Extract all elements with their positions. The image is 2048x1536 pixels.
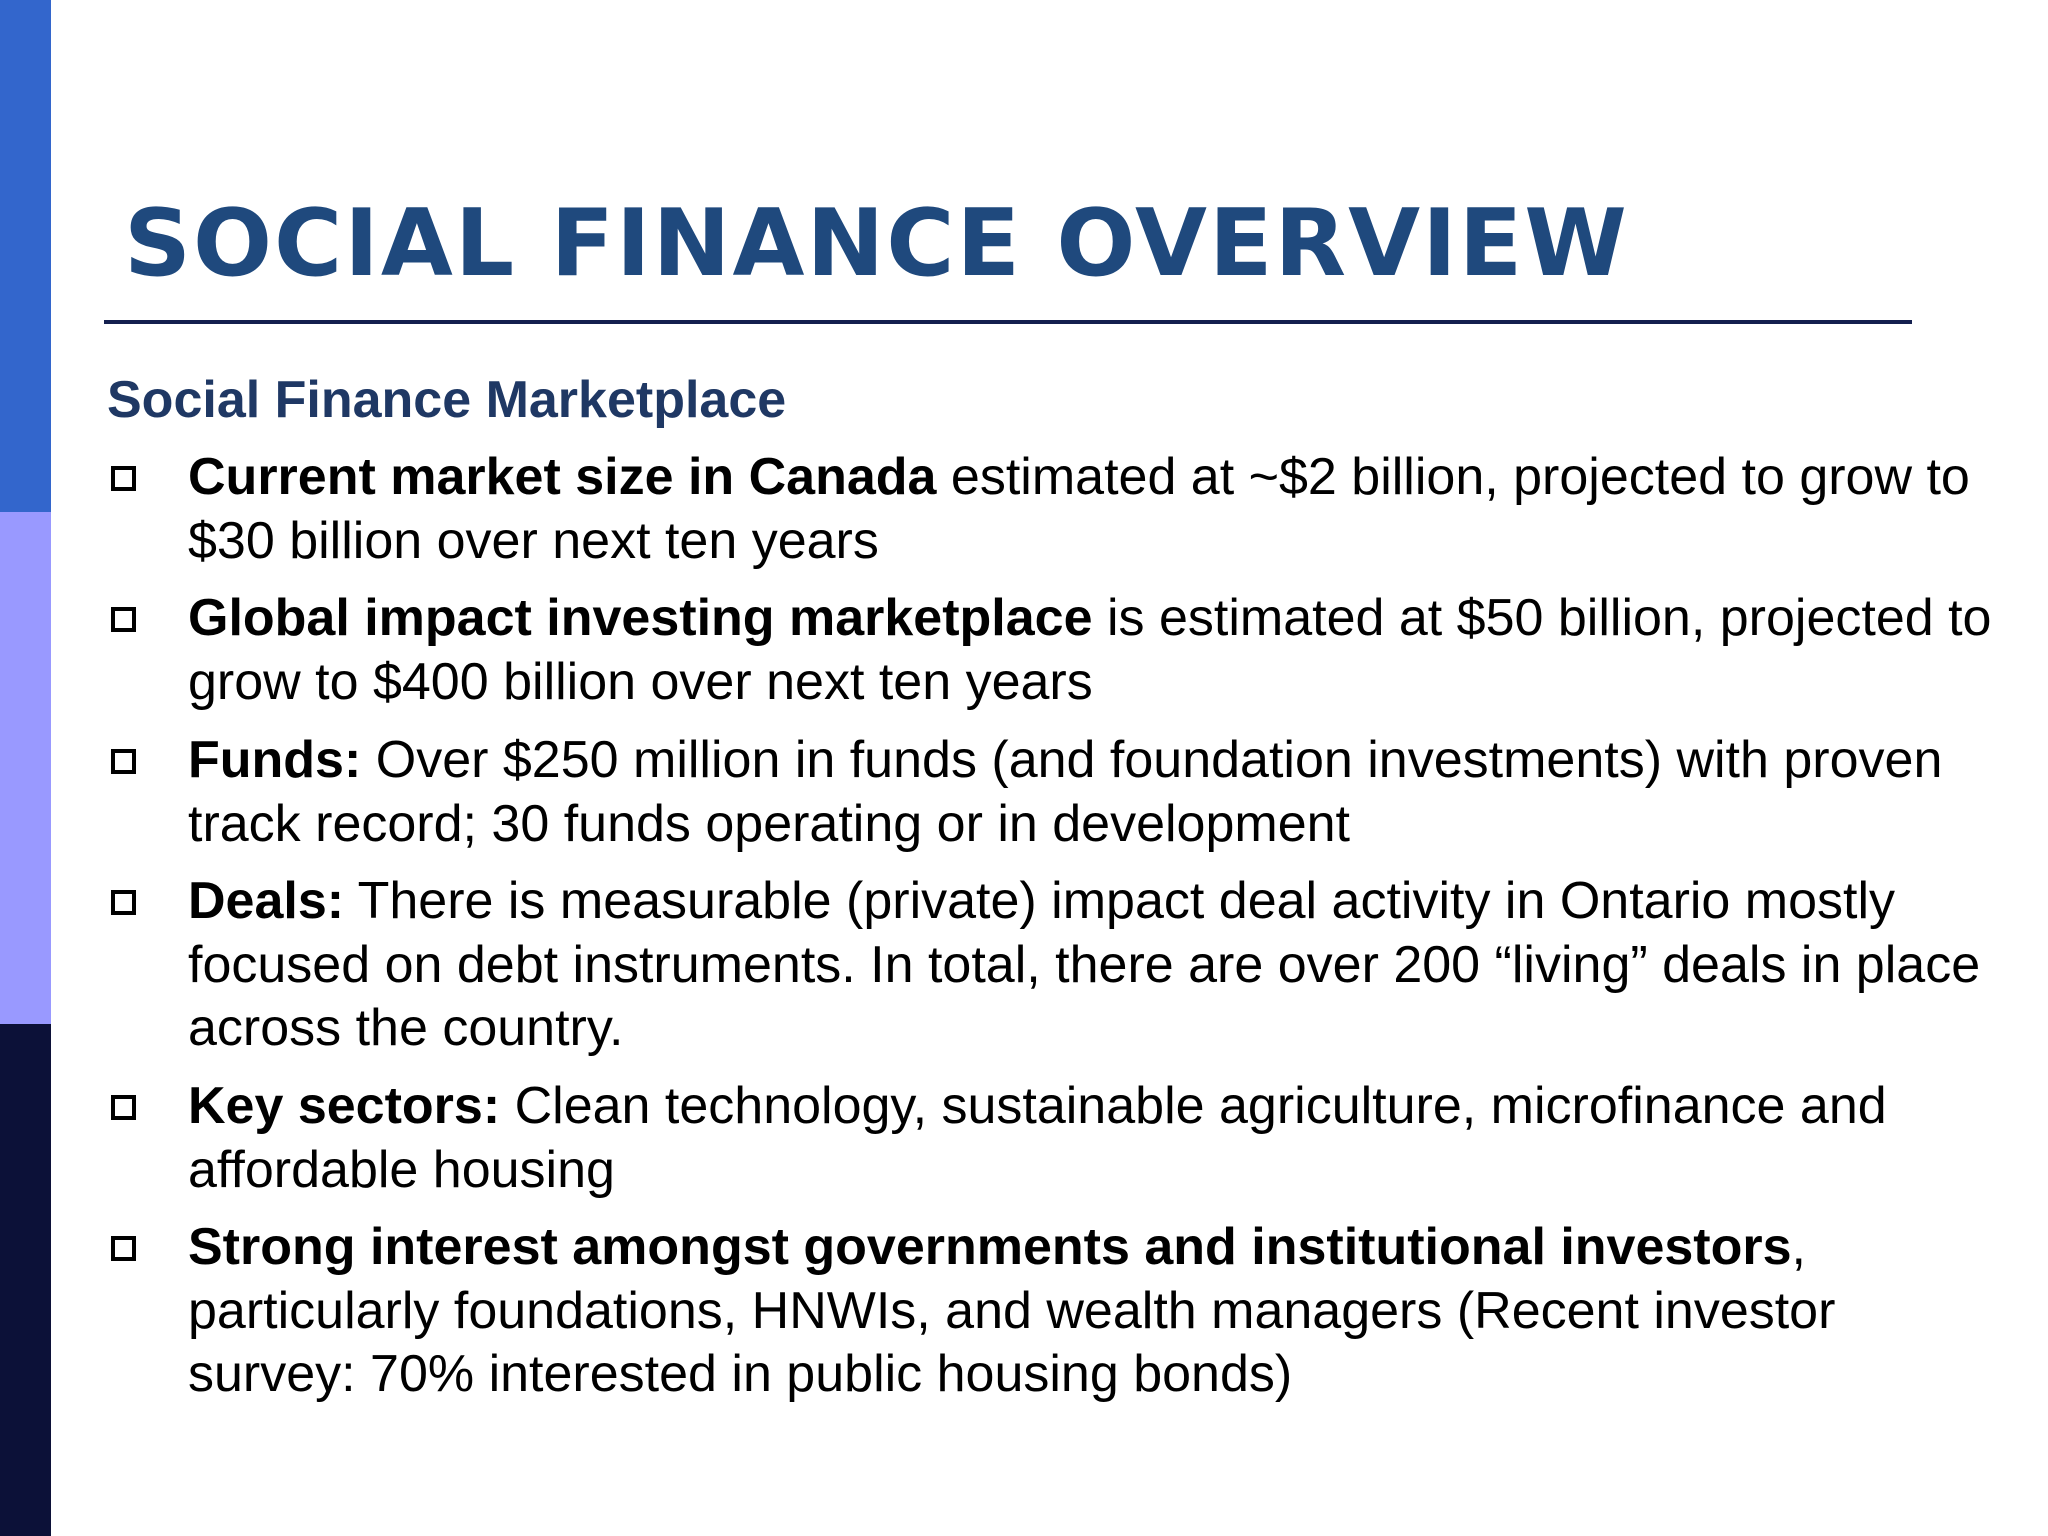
bullet-text: Over $250 million in funds (and foundation investments) with proven track record; 30 funds operating or in development (188, 731, 1943, 853)
hollow-square-icon (111, 1236, 136, 1261)
bullet-bold-text: Funds: (188, 731, 362, 789)
side-bar-middle (0, 512, 51, 1024)
bullet-bold-text: Global impact investing marketplace (188, 589, 1093, 647)
hollow-square-icon (111, 749, 136, 774)
bullet-item (188, 870, 2008, 1061)
title-divider (104, 320, 1912, 324)
bullet-bold-text: Key sectors: (188, 1077, 501, 1135)
hollow-square-icon (111, 890, 136, 915)
bullet-item (188, 446, 2008, 573)
side-bar-bottom (0, 1024, 51, 1536)
bullet-item (188, 1075, 2008, 1202)
slide-title: SOCIAL FINANCE OVERVIEW (124, 189, 1629, 297)
bullet-text: estimated at ~$2 billion, projected to grow to $30 billion over next ten years (188, 448, 1970, 570)
hollow-square-icon (111, 466, 136, 491)
bullet-bold-text: Current market size in Canada (188, 448, 937, 506)
bullet-item (188, 587, 2008, 714)
bullet-item (188, 1216, 2008, 1407)
bullet-item (188, 729, 2008, 856)
bullet-text: Clean technology, sustainable agriculture, microfinance and affordable housing (188, 1077, 1887, 1199)
bullet-bold-text: Strong interest amongst governments and institutional investors (188, 1218, 1792, 1276)
bullet-text: , particularly foundations, HNWIs, and wealth managers (Recent investor survey: 70% interested in public housing bonds) (188, 1218, 1836, 1403)
hollow-square-icon (111, 607, 136, 632)
bullet-text: is estimated at $50 billion, projected to grow to $400 billion over next ten years (188, 589, 1992, 711)
section-subheading: Social Finance Marketplace (107, 371, 787, 429)
hollow-square-icon (111, 1095, 136, 1120)
side-bar-top (0, 0, 51, 512)
bullet-bold-text: Deals: (188, 872, 345, 930)
bullet-text: There is measurable (private) impact deal activity in Ontario mostly focused on debt instruments. In total, there are over 200 “living” deals in place across the country. (188, 872, 1981, 1057)
